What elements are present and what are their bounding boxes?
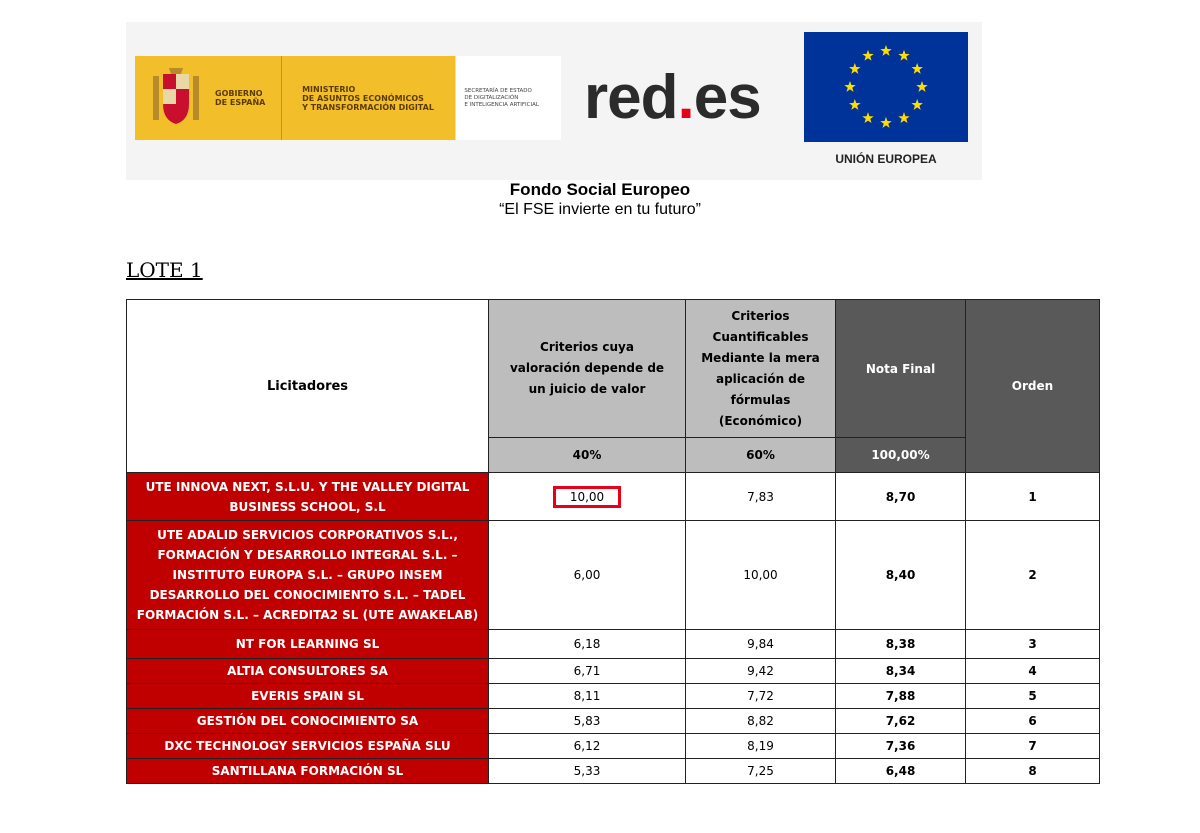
star-icon [862,112,873,123]
licitador-name: NT FOR LEARNING SL [127,630,489,659]
star-icon [880,45,891,56]
pct-juicio: 40% [489,438,686,473]
secretaria-text: SECRETARÍA DE ESTADO DE DIGITALIZACIÓN E INTELIGENCIA ARTIFICIAL [464,87,539,108]
star-icon [898,112,909,123]
licitador-name: EVERIS SPAIN SL [127,684,489,709]
formulas-cell: 10,00 [686,521,836,630]
orden-cell: 8 [966,759,1100,784]
ministerio-text: MINISTERIO DE ASUNTOS ECONÓMICOS Y TRANSFORMACIÓN DIGITAL [302,84,434,112]
formulas-cell: 7,25 [686,759,836,784]
orden-cell: 2 [966,521,1100,630]
star-icon [916,81,927,92]
formulas-cell: 9,42 [686,659,836,684]
redes-dot: . [677,63,694,132]
lote-heading: LOTE 1 [126,258,203,282]
header-juicio: Criterios cuya valoración depende de un juicio de valor [489,300,686,438]
final-cell: 8,70 [836,473,966,521]
header-licitadores: Licitadores [127,300,489,473]
star-icon [880,117,891,128]
final-cell: 8,40 [836,521,966,630]
pct-formulas: 60% [686,438,836,473]
table-row [127,709,1100,734]
formulas-cell: 9,84 [686,630,836,659]
licitador-name: ALTIA CONSULTORES SA [127,659,489,684]
licitador-name: SANTILLANA FORMACIÓN SL [127,759,489,784]
juicio-cell [489,473,686,521]
header-formulas: Criterios Cuantificables Mediante la mera aplicación de fórmulas (Económico) [686,300,836,438]
divider [281,56,282,140]
header-orden: Orden [966,300,1100,473]
licitador-name: GESTIÓN DEL CONOCIMIENTO SA [127,709,489,734]
table-row [127,734,1100,759]
table-row [127,521,1100,630]
highlighted-value: 10,00 [553,486,621,508]
header-nota-final: Nota Final [836,300,966,438]
fse-subtitle: “El FSE invierte en tu futuro” [499,201,701,218]
table-row [127,473,1100,521]
juicio-cell: 5,33 [489,759,686,784]
orden-cell: 3 [966,630,1100,659]
redes-tail: es [693,63,761,132]
star-icon [898,50,909,61]
final-cell: 7,36 [836,734,966,759]
fse-title: Fondo Social Europeo [509,180,691,199]
star-icon [911,99,922,110]
star-icon [844,81,855,92]
secretaria-box [455,56,561,140]
final-cell: 7,62 [836,709,966,734]
eu-label: UNIÓN EUROPEA [835,152,937,166]
orden-cell: 4 [966,659,1100,684]
juicio-cell: 6,00 [489,521,686,630]
orden-cell: 1 [966,473,1100,521]
results-table [126,299,1100,784]
star-icon [849,63,860,74]
star-icon [911,63,922,74]
final-cell: 6,48 [836,759,966,784]
formulas-cell: 7,83 [686,473,836,521]
juicio-cell: 6,18 [489,630,686,659]
orden-cell: 7 [966,734,1100,759]
licitador-name: DXC TECHNOLOGY SERVICIOS ESPAÑA SLU [127,734,489,759]
star-icon [849,99,860,110]
juicio-cell: 6,12 [489,734,686,759]
table-row [127,659,1100,684]
eu-flag-icon [804,32,968,142]
formulas-cell: 7,72 [686,684,836,709]
star-icon [862,50,873,61]
table-row [127,684,1100,709]
table-row [127,630,1100,659]
juicio-cell: 8,11 [489,684,686,709]
formulas-cell: 8,19 [686,734,836,759]
gobierno-text: GOBIERNO DE ESPAÑA [215,89,266,107]
formulas-cell: 8,82 [686,709,836,734]
licitador-name: UTE INNOVA NEXT, S.L.U. Y THE VALLEY DIGITAL BUSINESS SCHOOL, S.L [127,473,489,521]
redes-logo [584,62,761,133]
juicio-cell: 6,71 [489,659,686,684]
orden-cell: 6 [966,709,1100,734]
coat-of-arms-icon [147,66,205,130]
orden-cell: 5 [966,684,1100,709]
pct-nota: 100,00% [836,438,966,473]
licitador-name: UTE ADALID SERVICIOS CORPORATIVOS S.L., FORMACIÓN Y DESARROLLO INTEGRAL S.L. – INSTITUTO EUROPA S.L. – GRUPO INSEM DESARROLLO DEL CONOCIMIENTO S.L. – TADEL FORMACIÓN S.L. – ACREDITA2 SL (UTE AWAKELAB) [127,521,489,630]
gobierno-logo [135,56,561,140]
final-cell: 8,38 [836,630,966,659]
juicio-cell: 5,83 [489,709,686,734]
table-row [127,759,1100,784]
final-cell: 8,34 [836,659,966,684]
final-cell: 7,88 [836,684,966,709]
redes-main: red [584,63,678,132]
